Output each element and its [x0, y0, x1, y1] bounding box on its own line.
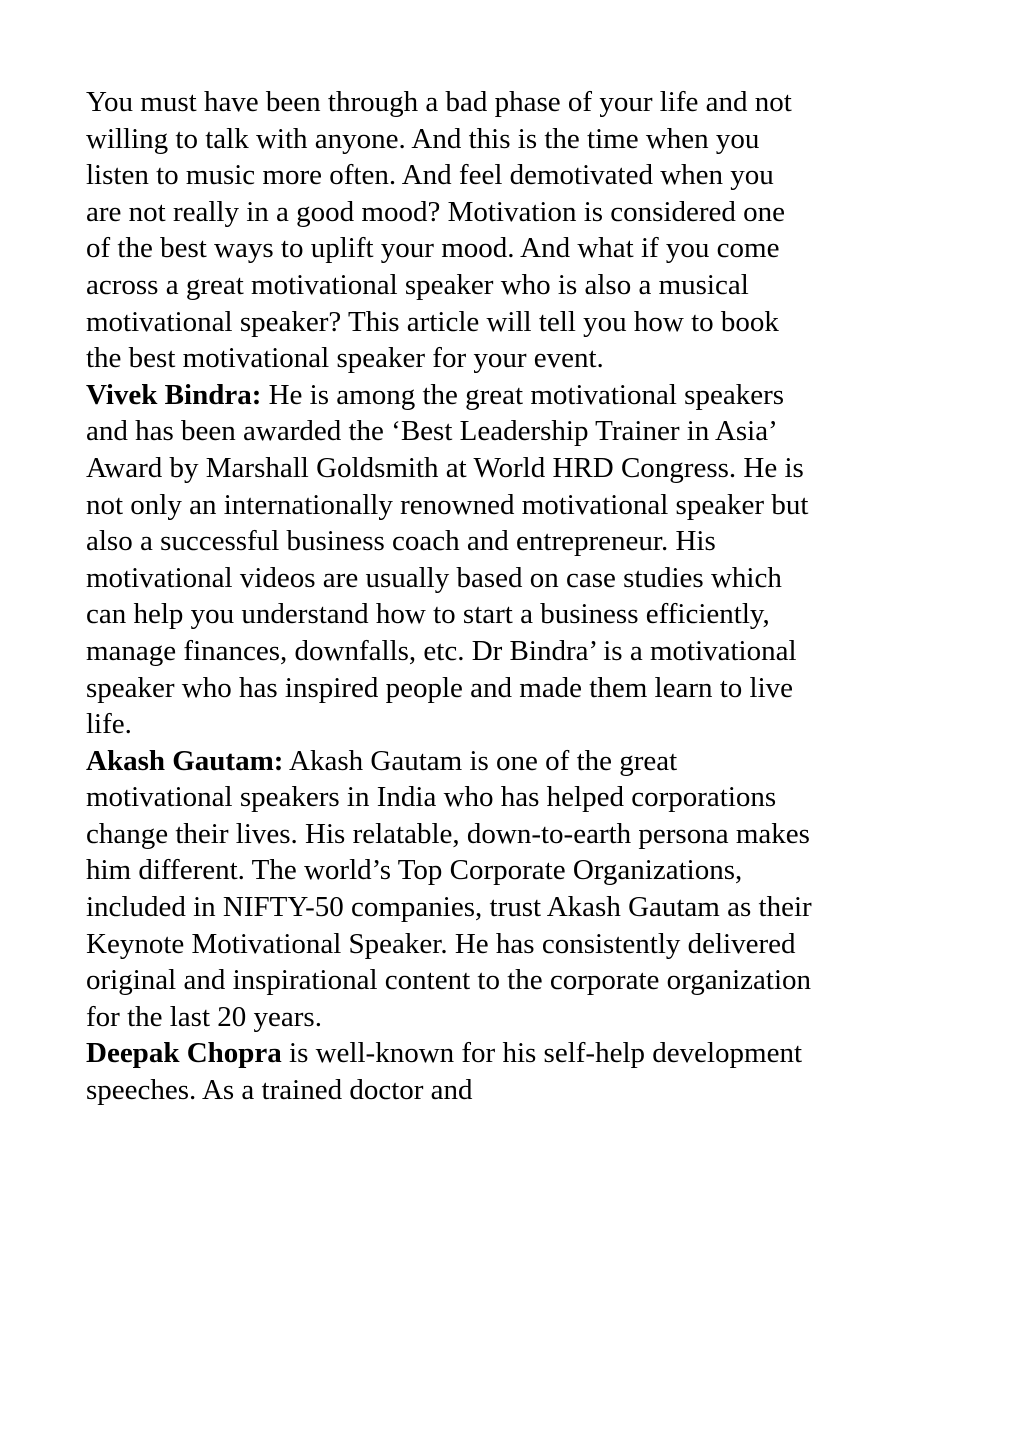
- speaker-paragraph-akash-gautam: [86, 743, 816, 1036]
- speaker-paragraph-vivek-bindra: [86, 377, 816, 743]
- speaker-description: He is among the great motivational speakers and has been awarded the ‘Best Leadership Trainer in Asia’ Award by Marshall Goldsmith at World HRD Congress. He is not only an internationally renowned motivational speaker but also a successful business coach and entrepreneur. His motivational videos are usually based on case studies which can help you understand how to start a business efficiently, manage finances, downfalls, etc. Dr Bindra’ is a motivational speaker who has inspired people and made them learn to live life.: [86, 378, 809, 741]
- speaker-description: Akash Gautam is one of the great motivational speakers in India who has helped corporations change their lives. His relatable, down-to-earth persona makes him different. The world’s Top Corporate Organizations, included in NIFTY-50 companies, trust Akash Gautam as their Keynote Motivational Speaker. He has consistently delivered original and inspirational content to the corporate organization for the last 20 years.: [86, 744, 812, 1033]
- intro-paragraph: You must have been through a bad phase of your life and not willing to talk with anyone. And this is the time when you listen to music more often. And feel demotivated when you are not really in a good mood? Motivation is considered one of the best ways to uplift your mood. And what if you come across a great motivational speaker who is also a musical motivational speaker? This article will tell you how to book the best motivational speaker for your event.: [86, 86, 792, 375]
- speaker-name: Vivek Bindra:: [86, 378, 262, 411]
- document-page: [86, 84, 816, 1109]
- speaker-name: Deepak Chopra: [86, 1037, 282, 1070]
- speaker-paragraph-deepak-chopra: [86, 1035, 816, 1108]
- speaker-name: Akash Gautam:: [86, 744, 284, 777]
- speaker-description: is well-known for his self-help development speeches. As a trained doctor and: [86, 1037, 803, 1107]
